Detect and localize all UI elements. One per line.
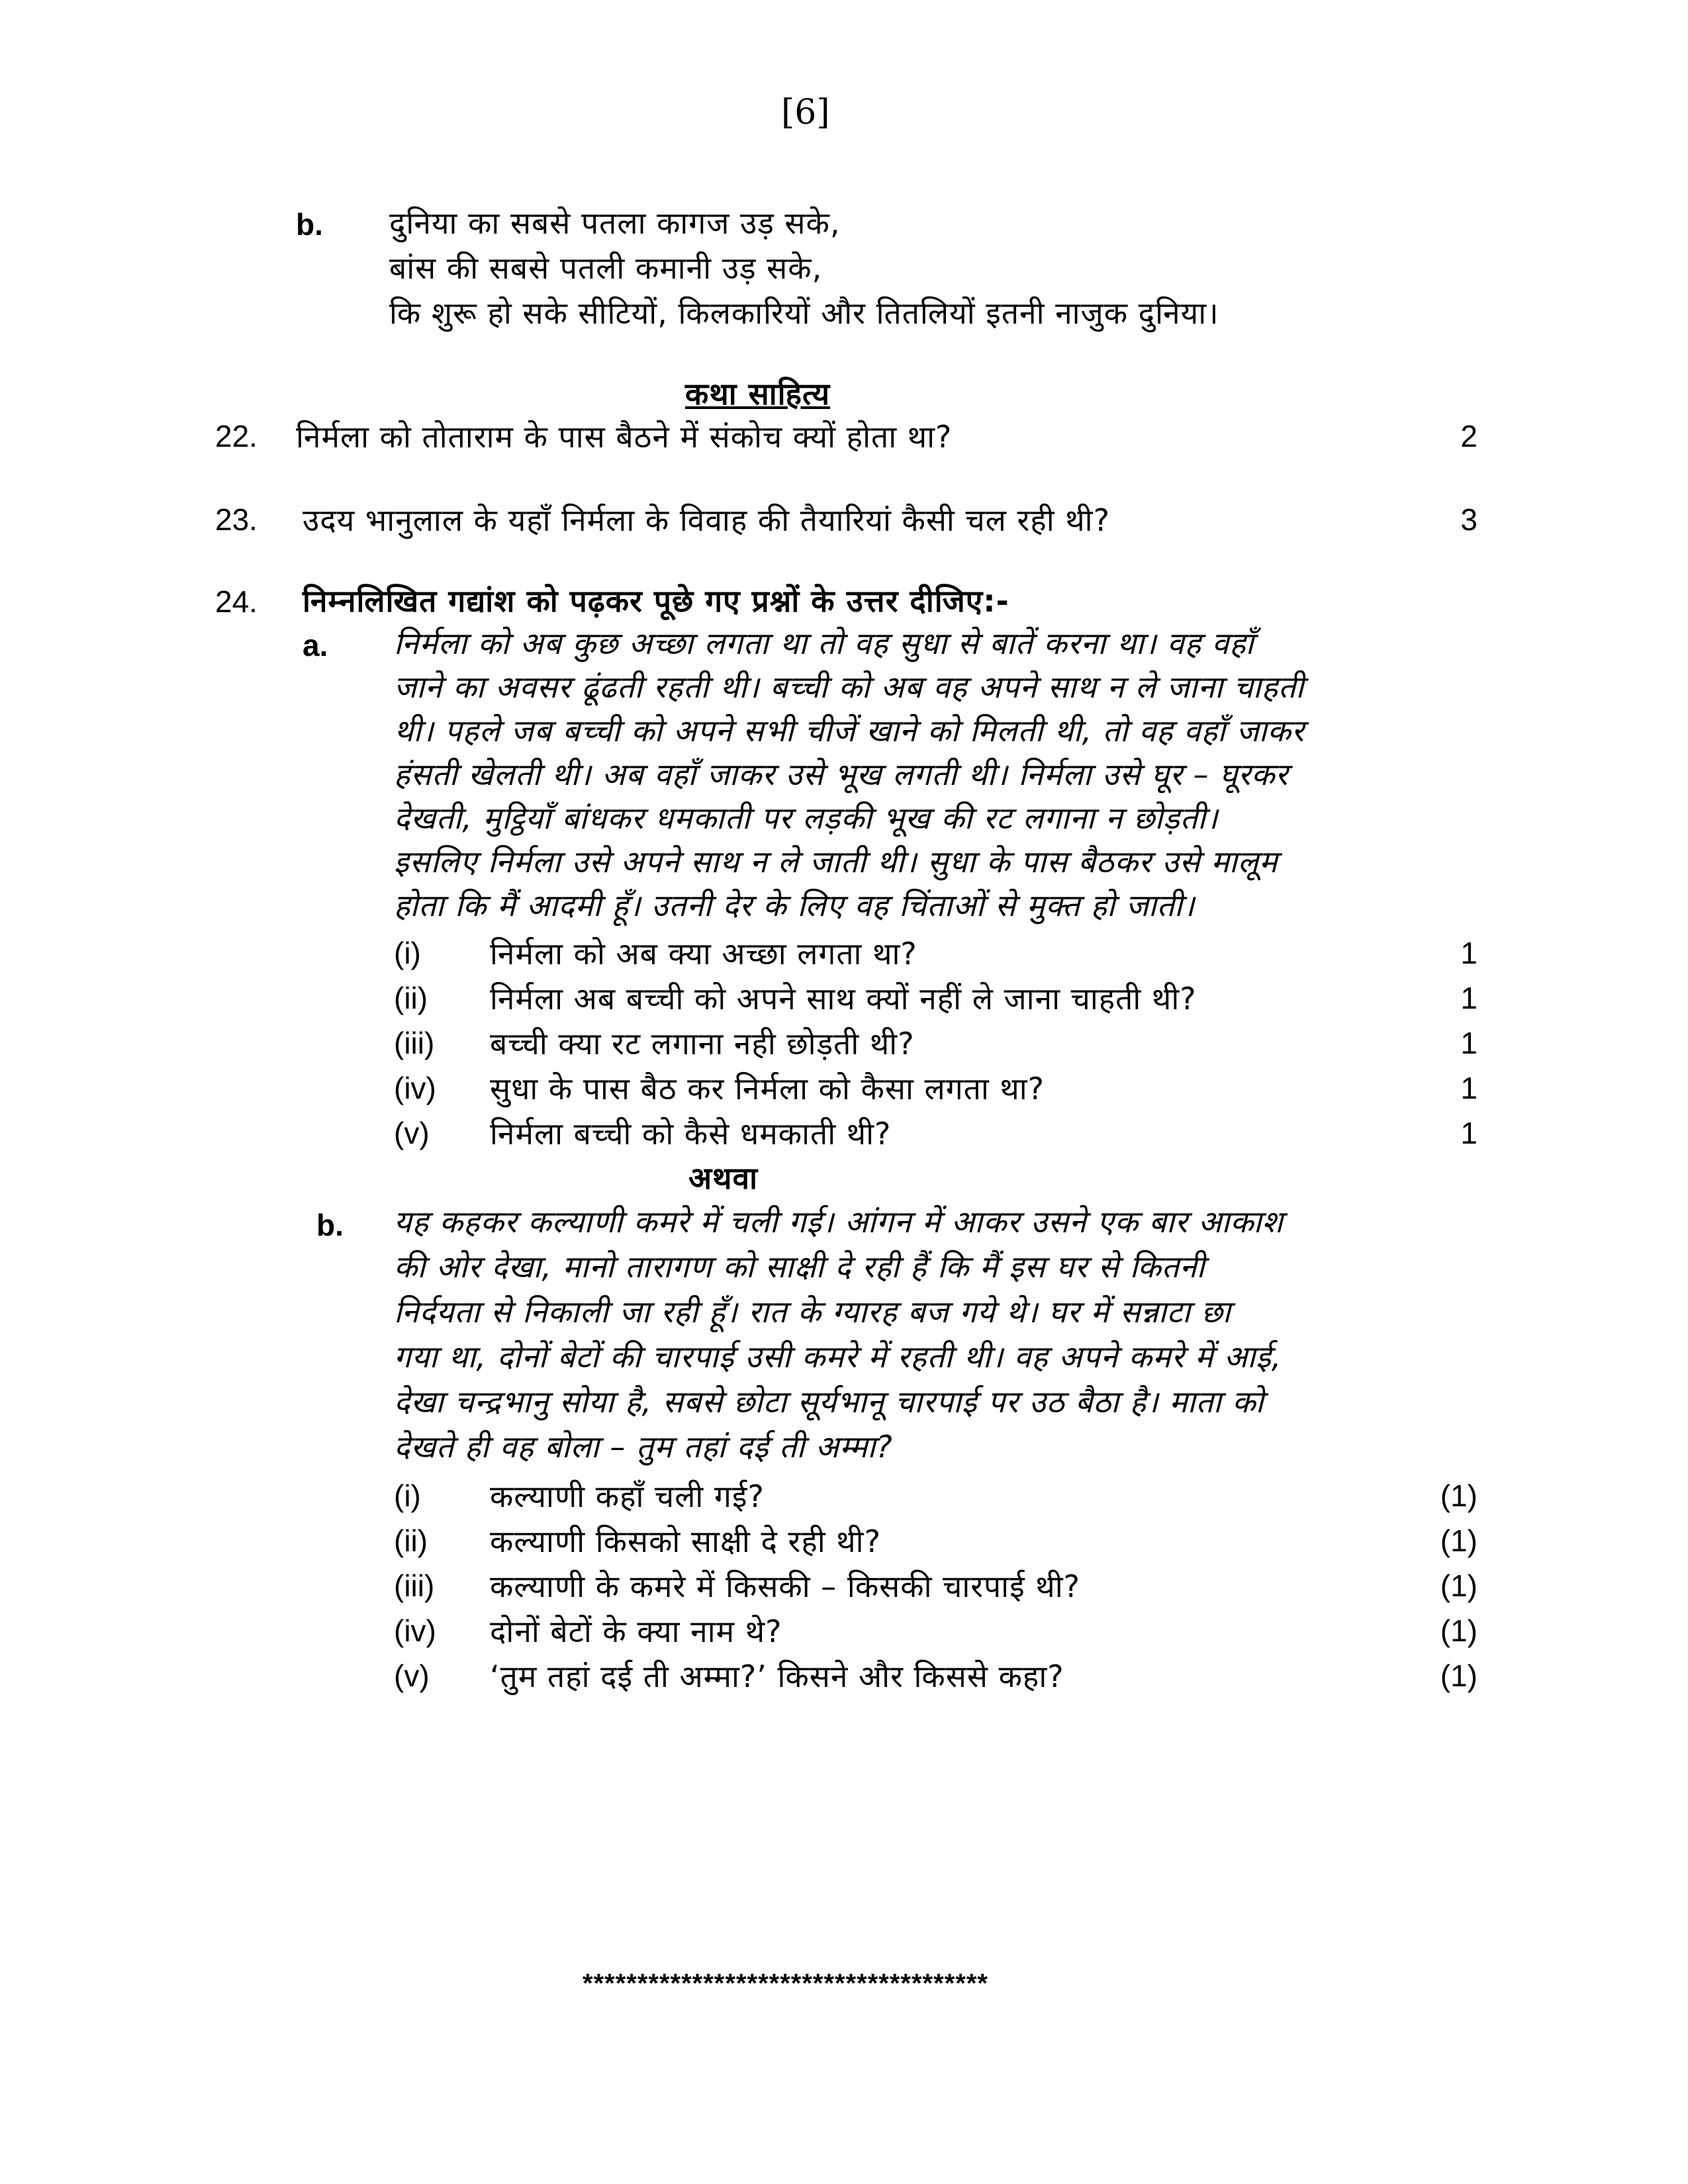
or-label: अथवा (688, 1160, 759, 1196)
passage-line: की ओर देखा, मानो तारागण को साक्षी दे रही हैं कि मैं इस घर से कितनी (394, 1249, 1205, 1285)
section-heading: कथा साहित्य (685, 376, 831, 412)
question-marks: 2 (1460, 419, 1477, 453)
subquestion-number: (iii) (394, 1569, 435, 1603)
subquestion-marks: 1 (1460, 936, 1477, 970)
subquestion-text: निर्मला अब बच्ची को अपने साथ क्यों नहीं ले जाना चाहती थी? (490, 981, 1197, 1017)
subquestion-text: निर्मला को अब क्या अच्छा लगता था? (490, 936, 917, 972)
question-number: 24. (215, 584, 258, 619)
subquestion-text: ‘तुम तहां दई ती अम्मा?’ किसने और किससे कहा? (490, 1659, 1064, 1694)
poem-line: दुनिया का सबसे पतला कागज उड़ सके, (389, 205, 841, 241)
question-text: निर्मला को तोताराम के पास बैठने में संकोच क्यों होता था? (296, 419, 953, 455)
question-number: 22. (215, 419, 258, 453)
poem-label: b. (296, 207, 323, 242)
subquestion-text: कल्याणी के कमरे में किसकी – किसकी चारपाई थी? (490, 1569, 1081, 1604)
question-number: 23. (215, 502, 258, 537)
page-number: [6] (781, 93, 830, 132)
passage-line: होता कि मैं आदमी हूँ। उतनी देर के लिए वह चिंताओं से मुक्त हो जाती। (394, 887, 1196, 923)
subquestion-number: (ii) (394, 981, 428, 1015)
subquestion-number: (iv) (394, 1071, 436, 1105)
passage-line: हंसती खेलती थी। अब वहाँ जाकर उसे भूख लगती थी। निर्मला उसे घूर – घूरकर (394, 756, 1289, 792)
subquestion-marks: (1) (1440, 1659, 1477, 1693)
subquestion-marks: 1 (1460, 1071, 1477, 1105)
subquestion-marks: (1) (1440, 1614, 1477, 1648)
poem-line: बांस की सबसे पतली कमानी उड़ सके, (389, 250, 823, 286)
passage-line: जाने का अवसर ढूंढती रहती थी। बच्ची को अब वह अपने साथ न ले जाना चाहती (394, 669, 1305, 705)
passage-line: गया था, दोनों बेटों की चारपाई उसी कमरे में रहती थी। वह अपने कमरे में आई, (394, 1339, 1282, 1375)
subquestion-text: निर्मला बच्ची को कैसे धमकाती थी? (490, 1116, 892, 1152)
subquestion-marks: 1 (1460, 1026, 1477, 1060)
subquestion-text: कल्याणी कहाँ चली गई? (490, 1479, 765, 1514)
subquestion-number: (i) (394, 936, 421, 970)
end-of-paper-marker: ************************************* (583, 1969, 988, 1998)
subquestion-text: दोनों बेटों के क्या नाम थे? (490, 1614, 782, 1649)
subquestion-marks: (1) (1440, 1569, 1477, 1603)
passage-label: b. (316, 1208, 344, 1242)
passage-label: a. (303, 628, 328, 662)
passage-line: निर्मला को अब कुछ अच्छा लगता था तो वह सुधा से बातें करना था। वह वहाँ (394, 625, 1254, 661)
question-instruction: निम्नलिखित गद्यांश को पढ़कर पूछे गए प्रश्नों के उत्तर दीजिए:- (303, 583, 1009, 619)
poem-line: कि शुरू हो सके सीटियों, किलकारियों और तितलियों इतनी नाजुक दुनिया। (389, 295, 1219, 331)
subquestion-text: बच्ची क्या रट लगाना नही छोड़ती थी? (490, 1026, 915, 1062)
subquestion-marks: (1) (1440, 1524, 1477, 1558)
subquestion-marks: (1) (1440, 1479, 1477, 1513)
subquestion-marks: 1 (1460, 1116, 1477, 1150)
subquestion-text: सुधा के पास बैठ कर निर्मला को कैसा लगता था? (490, 1071, 1045, 1107)
subquestion-text: कल्याणी किसको साक्षी दे रही थी? (490, 1524, 882, 1559)
passage-line: यह कहकर कल्याणी कमरे में चली गई। आंगन में आकर उसने एक बार आकाश (394, 1204, 1284, 1240)
subquestion-number: (i) (394, 1479, 421, 1513)
subquestion-number: (iii) (394, 1026, 435, 1060)
subquestion-number: (v) (394, 1116, 430, 1150)
passage-line: थी। पहले जब बच्ची को अपने सभी चीजें खाने को मिलती थी, तो वह वहाँ जाकर (394, 713, 1305, 749)
passage-line: इसलिए निर्मला उसे अपने साथ न ले जाती थी। सुधा के पास बैठकर उसे मालूम (394, 844, 1278, 880)
passage-line: निर्दयता से निकाली जा रही हूँ। रात के ग्यारह बज गये थे। घर में सन्नाटा छा (394, 1294, 1231, 1330)
question-marks: 3 (1460, 502, 1477, 537)
subquestion-number: (iv) (394, 1614, 436, 1648)
passage-line: देखा चन्द्रभानु सोया है, सबसे छोटा सूर्यभानू चारपाई पर उठ बैठा है। माता को (394, 1384, 1264, 1420)
subquestion-number: (ii) (394, 1524, 428, 1558)
subquestion-marks: 1 (1460, 981, 1477, 1015)
question-text: उदय भानुलाल के यहाँ निर्मला के विवाह की तैयारियां कैसी चल रही थी? (303, 502, 1110, 538)
passage-line: देखते ही वह बोला – तुम तहां दई ती अम्मा? (394, 1429, 893, 1465)
passage-line: देखती, मुट्ठियाँ बांधकर धमकाती पर लड़की भूख की रट लगाना न छोड़ती। (394, 800, 1219, 836)
subquestion-number: (v) (394, 1659, 430, 1693)
